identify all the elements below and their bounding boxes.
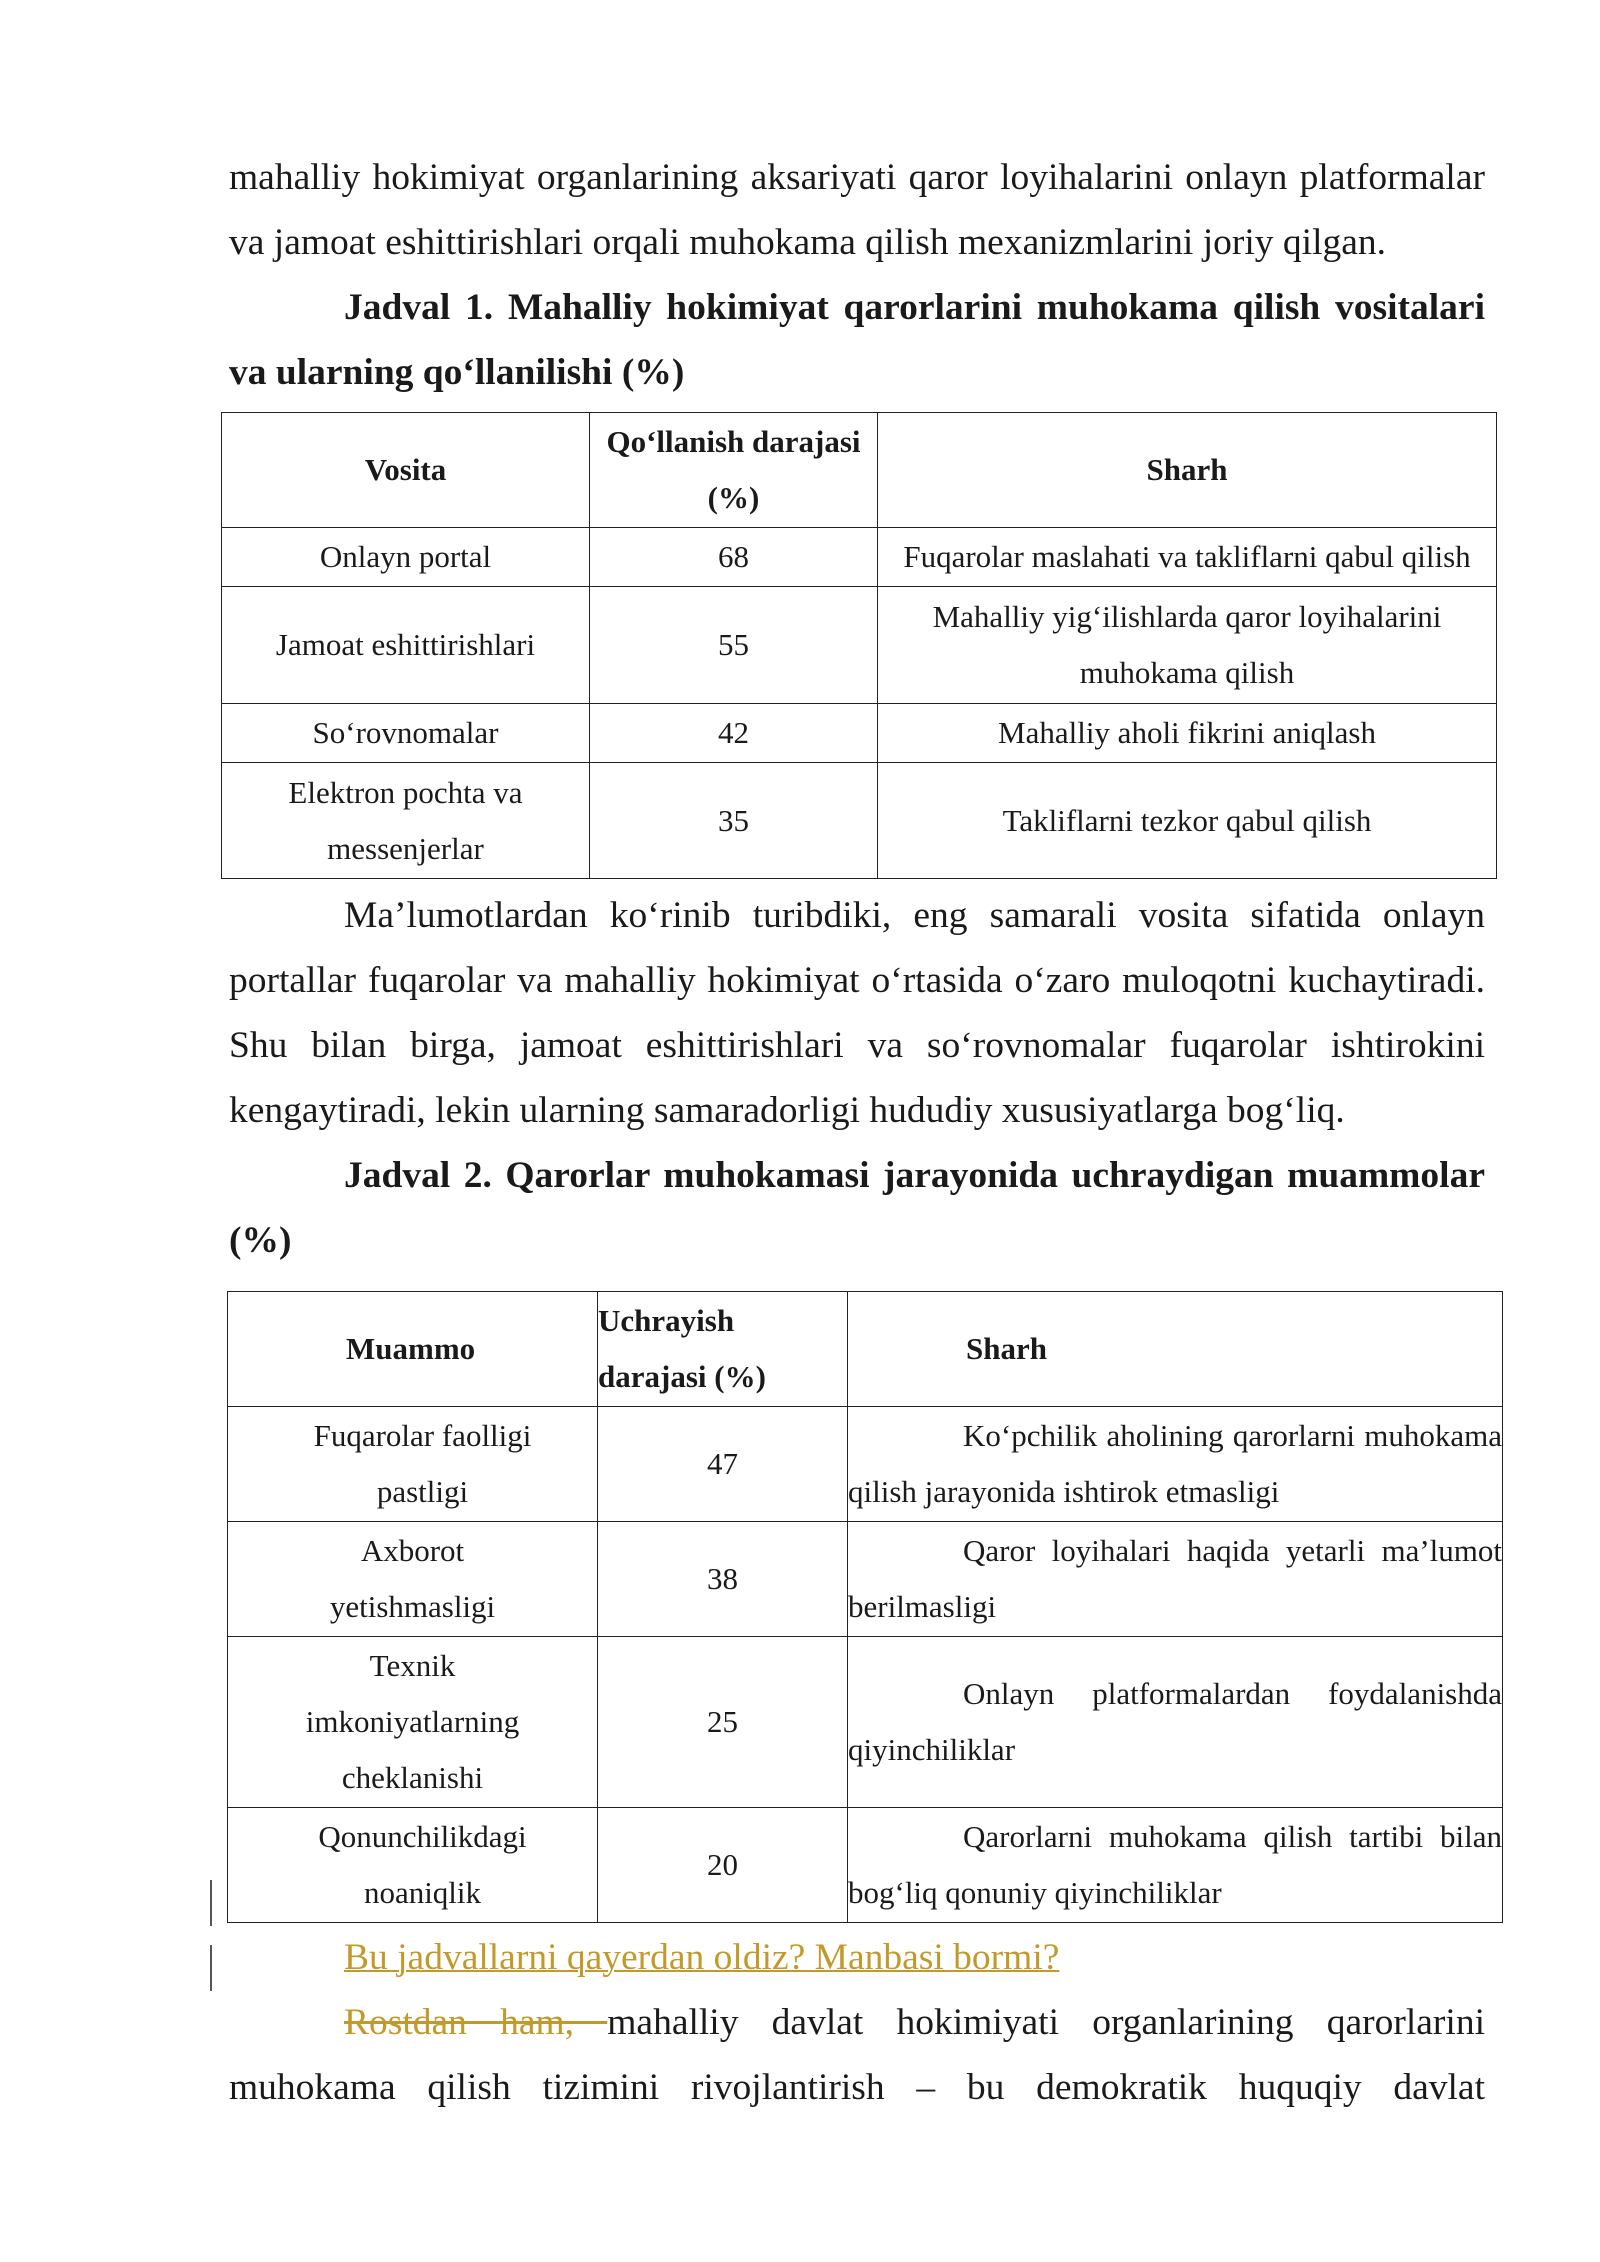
table2 [227,1291,1503,1923]
table1-cell-tool: Onlayn portal [222,528,590,587]
table1-header-rate: Qo‘llanish darajasi (%) [590,413,878,528]
intro-paragraph [229,145,1485,210]
table1-cell-note: Takliflarni tezkor qabul qilish [878,763,1497,879]
table2-cell-rate: 20 [598,1808,848,1923]
table2-header-problem: Muammo [228,1292,598,1407]
table2-cell-note: Onlayn platformalardan foydalanishda qiyinchiliklar [848,1637,1503,1808]
intro-paragraph-end [229,210,1485,275]
table-row [222,763,1497,879]
table2-caption: Jadval 2. Qarorlar muhokamasi jarayonida uchraydigan muammolar (%) [229,1155,1485,1261]
analysis-paragraph: Ma’lumotlardan ko‘rinib turibdiki, eng samarali vosita sifatida onlayn portallar fuqarolar va mahalliy hokimiyat o‘rtasida o‘zaro muloqotni kuchaytiradi. Shu bilan birga, jamoat eshittirishlari va so‘rovnomalar fuqarolar ishtirokini kengaytiradi, lekin ularning samaradorligi hududiy xususiyatlarga bog‘liq. [229,895,1485,1131]
table1-header-note: Sharh [878,413,1497,528]
table2-header-rate: Uchrayish darajasi (%) [598,1292,848,1407]
table1 [221,412,1497,879]
table-row [228,1407,1503,1522]
change-bar-deletion [210,1945,212,1991]
table2-cell-rate: 47 [598,1407,848,1522]
table1-cell-note: Fuqarolar maslahati va takliflarni qabul qilish [878,528,1497,587]
table2-cell-note: Qaror loyihalari haqida yetarli ma’lumot berilmasligi [848,1522,1503,1637]
document-body [229,145,1502,2120]
table1-caption: Jadval 1. Mahalliy hokimiyat qarorlarini muhokama qilish vositalari va ularning qo‘llanilishi (%) [229,287,1485,393]
table1-cell-tool: Jamoat eshittirishlari [222,587,590,704]
table-row [228,1808,1503,1923]
table2-cell-rate: 25 [598,1637,848,1808]
table-row [228,1522,1503,1637]
table1-cell-rate: 42 [590,704,878,763]
table2-cell-rate: 38 [598,1522,848,1637]
table-row [222,587,1497,704]
closing-paragraph-text: mahalliy davlat hokimiyati organlarining qarorlarini muhokama qilish tizimini rivojlantirish – bu demokratik huquqiy davlat [229,2002,1485,2108]
table1-cell-rate: 35 [590,763,878,879]
table1-cell-tool: So‘rovnomalar [222,704,590,763]
table2-cell-note: Ko‘pchilik aholining qarorlarni muhokama qilish jarayonida ishtirok etmasligi [848,1407,1503,1522]
table1-cell-rate: 55 [590,587,878,704]
table2-cell-problem: Texnik imkoniyatlarning cheklanishi [228,1637,598,1808]
table1-cell-note: Mahalliy yig‘ilishlarda qaror loyihalarini muhokama qilish [878,587,1497,704]
table2-header-row [228,1292,1503,1407]
review-comment-paragraph [229,1925,1485,1990]
table1-cell-rate: 68 [590,528,878,587]
closing-paragraph [229,1990,1485,2120]
table1-cell-note: Mahalliy aholi fikrini aniqlash [878,704,1497,763]
tracked-insertion-comment[interactable]: Bu jadvallarni qayerdan oldiz? Manbasi bormi? [344,1937,1060,1978]
change-bar-comment [210,1880,212,1926]
intro-line-2: va jamoat eshittirishlari orqali muhokama qilish mexanizmlarini joriy qilgan. [229,222,1387,263]
table2-cell-problem: Qonunchilikdagi noaniqlik [228,1808,598,1923]
table2-cell-problem: Axborot yetishmasligi [228,1522,598,1637]
table2-header-note: Sharh [848,1292,1503,1407]
table-row [222,704,1497,763]
tracked-deletion[interactable]: Rostdan ham, [344,2002,608,2043]
table2-cell-note: Qarorlarni muhokama qilish tartibi bilan bog‘liq qonuniy qiyinchiliklar [848,1808,1503,1923]
intro-line-1: mahalliy hokimiyat organlarining aksariyati qaror loyihalarini onlayn platformalar [229,157,1485,198]
table-row [228,1637,1503,1808]
table2-cell-problem: Fuqarolar faolligi pastligi [228,1407,598,1522]
table-row [222,528,1497,587]
table1-cell-tool: Elektron pochta va messenjerlar [222,763,590,879]
table1-header-tool: Vosita [222,413,590,528]
table1-header-row [222,413,1497,528]
